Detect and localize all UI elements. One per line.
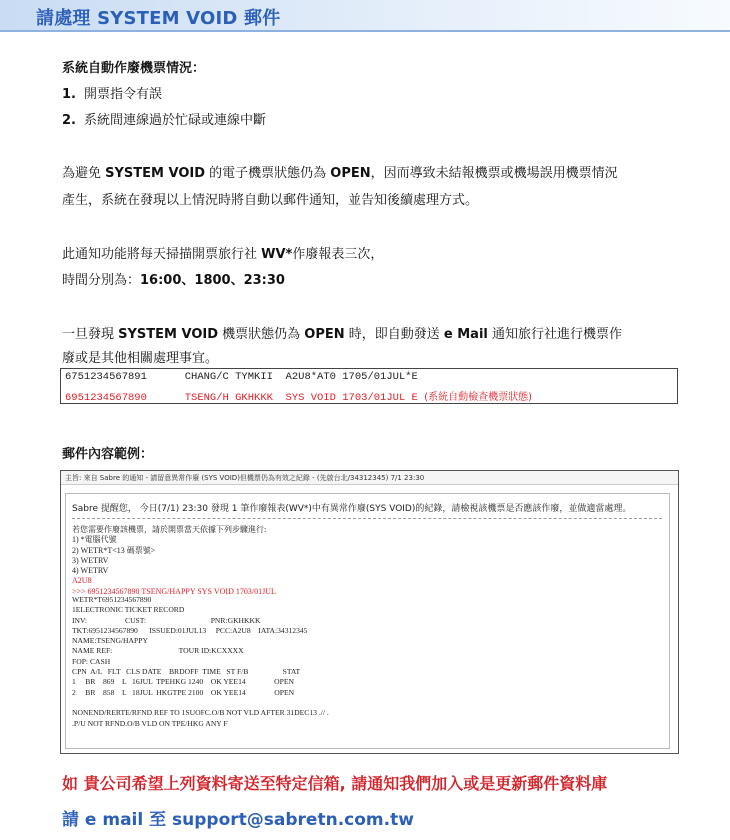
paragraph-line — [62, 272, 285, 290]
mail-reminder: Sabre 提醒您， 今日(7/1) 23:30 發現 1 筆作廢報表(WV*)中有異常作廢(SYS VOID)的紀錄，請檢視該機票是否應該作廢，並做適當處理。 — [72, 504, 632, 514]
text-span: ，因而導致未結報機票或機場誤用機票情況 — [370, 166, 618, 181]
mail-subject: 主旨: 來自 Sabre 的通知 - 請留意異常作廢 (SYS VOID)但機票仍為有效之紀錄 - (先啟台北/34312345) 7/1 23:30 — [61, 471, 678, 485]
paragraph-line: 廢或是其他相關處理事宜。 — [62, 351, 219, 366]
text-span: SYSTEM VOID — [105, 166, 206, 181]
text-span: 為避免 — [62, 166, 106, 181]
mail-body — [65, 493, 670, 749]
text-span: WV* — [261, 247, 293, 262]
list-item — [62, 86, 162, 104]
list-item — [62, 112, 266, 130]
page-header — [0, 0, 730, 32]
divider — [72, 518, 662, 519]
void-ticket-line: >>> 6951234567890 TSENG/HAPPY SYS VOID 1703/01JUL — [72, 586, 276, 596]
text-span: 此通知功能將每天掃描開票旅行社 — [62, 247, 262, 262]
text-span: 時，即自動發送 — [344, 327, 444, 342]
paragraph-line — [62, 165, 618, 183]
text-span: 通知旅行社進行機票作 — [487, 327, 622, 342]
footer-contact: 請 e mail 至 support@sabretn.com.tw — [62, 810, 414, 830]
mail-sample — [60, 470, 679, 754]
ticket-record: WETR*T6951234567890 1ELECTRONIC TICKET RECORD INV: CUST: PNR:GKHKKK TKT:6951234567890 ISSUED:01JUL13 PCC:A2U8 IATA:34312345 NAME:TSENG/HAPPY NAME REF: TOUR ID:KCXXXX FOP: CASH CPN A/L FLT CLS DATE BRDOFF TIME ST F/B STAT 1 BR 869 L 16JUL TPEHKG 1240 OK YEE14 OPEN 2 BR 858 L 18JUL HKGTPE 2100 OK YEE14 OPEN NONEND/RERTE/RFND REF TO 1SUOFC.O/B NOT VLD AFTER 31DEC13 .// . .P/U NOT RFND.O/B VLD ON TPE/HKG ANY F — [72, 595, 329, 728]
list-text: 系統間連線過於忙碌或連線中斷 — [84, 113, 267, 128]
paragraph-line — [62, 246, 383, 264]
text-span: 作廢報表三次， — [292, 247, 384, 262]
list-number: 2. — [62, 113, 76, 128]
list-number: 1. — [62, 87, 76, 102]
pcc-code: A2U8 — [72, 576, 92, 586]
text-span: 的電子機票狀態仍為 — [205, 166, 331, 181]
record-text: 6951234567890 TSENG/H GKHKKK SYS VOID 1703/01JUL E — [65, 392, 425, 404]
mail-sample-label: 郵件內容範例： — [62, 447, 154, 462]
text-span: 16:00、1800、23:30 — [140, 273, 285, 288]
text-span: SYSTEM VOID — [118, 327, 219, 342]
text-span: e Mail — [443, 327, 488, 342]
record-row-void — [65, 388, 532, 404]
record-note: (系統自動檢查機票狀態) — [424, 392, 532, 403]
text-span: 機票狀態仍為 — [218, 327, 305, 342]
paragraph-line: 產生，系統在發現以上情況時將自動以郵件通知，並告知後續處理方式。 — [62, 193, 479, 208]
footer-notice: 如 貴公司希望上列資料寄送至特定信箱, 請通知我們加入或是更新郵件資料庫 — [62, 774, 608, 793]
text-span: OPEN — [330, 166, 371, 181]
text-span: OPEN — [304, 327, 345, 342]
paragraph-line — [62, 326, 622, 344]
void-record-box — [60, 368, 678, 404]
steps-text: 若您需要作廢該機票，請於開票當天依據下列步驟進行: 1) *電腦代號 2) WETR*T<13 碼票號> 3) WETRV 4) WETRV — [72, 525, 267, 576]
text-span: 時間分別為： — [62, 273, 141, 288]
text-span: 一旦發現 — [62, 327, 119, 342]
list-text: 開票指令有誤 — [84, 87, 163, 102]
page-title: 請處理 SYSTEM VOID 郵件 — [36, 8, 281, 29]
mail-steps — [72, 525, 276, 597]
intro-heading: 系統自動作廢機票情況： — [62, 61, 206, 76]
record-row: 6751234567891 CHANG/C TYMKII A2U8*AT0 1705/01JUL*E — [65, 371, 418, 383]
